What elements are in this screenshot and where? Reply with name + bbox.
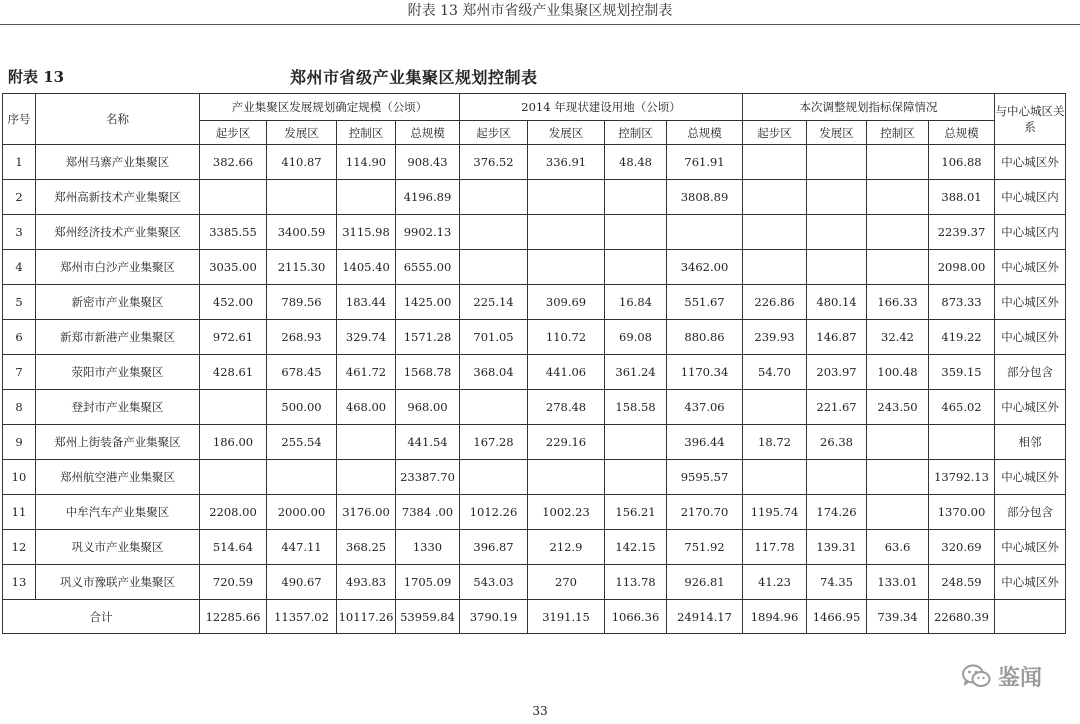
total-value-cell: 3790.19	[460, 600, 528, 634]
watermark-text: 鉴闻	[998, 665, 1043, 691]
relation-cell: 中心城区内	[995, 215, 1066, 250]
value-cell: 41.23	[743, 565, 807, 600]
value-cell: 1012.26	[460, 495, 528, 530]
running-header: 附表 13 郑州市省级产业集聚区规划控制表	[407, 3, 673, 19]
value-cell: 106.88	[929, 145, 995, 180]
value-cell: 183.44	[337, 285, 396, 320]
value-cell: 3385.55	[200, 215, 267, 250]
value-cell: 9595.57	[667, 460, 743, 495]
value-cell: 761.91	[667, 145, 743, 180]
value-cell: 26.38	[807, 425, 867, 460]
value-cell: 243.50	[867, 390, 929, 425]
value-cell	[460, 215, 528, 250]
value-cell: 133.01	[867, 565, 929, 600]
value-cell	[743, 250, 807, 285]
value-cell	[267, 460, 337, 495]
value-cell: 146.87	[807, 320, 867, 355]
row-number-cell: 3	[3, 215, 36, 250]
subheader-cell: 起步区	[743, 121, 807, 145]
value-cell: 3176.00	[337, 495, 396, 530]
table-row	[3, 355, 1066, 390]
zone-name-cell: 新郑市新港产业集聚区	[36, 320, 200, 355]
zone-name-cell: 新密市产业集聚区	[36, 285, 200, 320]
value-cell	[929, 425, 995, 460]
value-cell	[743, 180, 807, 215]
value-cell: 268.93	[267, 320, 337, 355]
zone-name-cell: 郑州市白沙产业集聚区	[36, 250, 200, 285]
value-cell: 100.48	[867, 355, 929, 390]
value-cell: 441.54	[396, 425, 460, 460]
header-name: 名称	[36, 94, 200, 145]
value-cell: 156.21	[605, 495, 667, 530]
value-cell: 74.35	[807, 565, 867, 600]
value-cell: 48.48	[605, 145, 667, 180]
value-cell	[807, 460, 867, 495]
total-relation-cell	[995, 600, 1066, 634]
value-cell: 226.86	[743, 285, 807, 320]
value-cell: 514.64	[200, 530, 267, 565]
value-cell	[460, 180, 528, 215]
subheader-cell: 起步区	[460, 121, 528, 145]
table-row	[3, 495, 1066, 530]
zone-name-cell: 郑州航空港产业集聚区	[36, 460, 200, 495]
value-cell	[743, 145, 807, 180]
header-group-2014-land: 2014 年现状建设用地（公顷）	[460, 94, 743, 121]
value-cell: 18.72	[743, 425, 807, 460]
value-cell	[460, 250, 528, 285]
total-value-cell: 53959.84	[396, 600, 460, 634]
row-number-cell: 7	[3, 355, 36, 390]
zone-name-cell: 巩义市产业集聚区	[36, 530, 200, 565]
value-cell	[807, 250, 867, 285]
value-cell	[667, 215, 743, 250]
value-cell	[528, 460, 605, 495]
value-cell: 419.22	[929, 320, 995, 355]
value-cell: 158.58	[605, 390, 667, 425]
value-cell: 1571.28	[396, 320, 460, 355]
total-value-cell: 12285.66	[200, 600, 267, 634]
value-cell: 1370.00	[929, 495, 995, 530]
value-cell: 388.01	[929, 180, 995, 215]
value-cell: 329.74	[337, 320, 396, 355]
value-cell: 720.59	[200, 565, 267, 600]
header-rule	[0, 24, 1080, 25]
value-cell: 873.33	[929, 285, 995, 320]
header-row-groups	[3, 94, 1066, 121]
value-cell	[867, 180, 929, 215]
value-cell: 396.44	[667, 425, 743, 460]
zone-name-cell: 郑州高新技术产业集聚区	[36, 180, 200, 215]
total-value-cell: 10117.26	[337, 600, 396, 634]
value-cell: 186.00	[200, 425, 267, 460]
total-value-cell: 24914.17	[667, 600, 743, 634]
value-cell: 789.56	[267, 285, 337, 320]
value-cell: 4196.89	[396, 180, 460, 215]
subheader-cell: 控制区	[337, 121, 396, 145]
value-cell: 225.14	[460, 285, 528, 320]
value-cell: 368.04	[460, 355, 528, 390]
value-cell	[200, 180, 267, 215]
relation-cell: 中心城区外	[995, 530, 1066, 565]
subheader-cell: 总规模	[396, 121, 460, 145]
subheader-cell: 发展区	[807, 121, 867, 145]
value-cell: 751.92	[667, 530, 743, 565]
value-cell: 2115.30	[267, 250, 337, 285]
header-group-planned-scale: 产业集聚区发展规划确定规模（公顷）	[200, 94, 460, 121]
value-cell	[807, 145, 867, 180]
row-number-cell: 6	[3, 320, 36, 355]
value-cell	[200, 460, 267, 495]
value-cell	[867, 460, 929, 495]
value-cell: 7384 .00	[396, 495, 460, 530]
subheader-cell: 总规模	[667, 121, 743, 145]
subheader-cell: 控制区	[605, 121, 667, 145]
value-cell: 500.00	[267, 390, 337, 425]
relation-cell: 部分包含	[995, 495, 1066, 530]
table-row	[3, 460, 1066, 495]
subheader-cell: 发展区	[528, 121, 605, 145]
value-cell: 382.66	[200, 145, 267, 180]
zone-name-cell: 中牟汽车产业集聚区	[36, 495, 200, 530]
value-cell: 32.42	[867, 320, 929, 355]
table-row	[3, 320, 1066, 355]
value-cell: 908.43	[396, 145, 460, 180]
relation-cell: 中心城区外	[995, 390, 1066, 425]
value-cell: 1170.34	[667, 355, 743, 390]
value-cell	[605, 425, 667, 460]
value-cell: 2208.00	[200, 495, 267, 530]
value-cell: 212.9	[528, 530, 605, 565]
value-cell: 278.48	[528, 390, 605, 425]
value-cell: 336.91	[528, 145, 605, 180]
value-cell: 468.00	[337, 390, 396, 425]
value-cell: 441.06	[528, 355, 605, 390]
value-cell	[867, 250, 929, 285]
value-cell: 23387.70	[396, 460, 460, 495]
total-label-cell: 合计	[3, 600, 200, 634]
table-row	[3, 285, 1066, 320]
value-cell: 3462.00	[667, 250, 743, 285]
subheader-cell: 总规模	[929, 121, 995, 145]
relation-cell: 部分包含	[995, 355, 1066, 390]
value-cell: 113.78	[605, 565, 667, 600]
total-row	[3, 600, 1066, 634]
value-cell: 480.14	[807, 285, 867, 320]
value-cell	[528, 180, 605, 215]
page-number: 33	[532, 704, 548, 718]
subheader-cell: 发展区	[267, 121, 337, 145]
table-row	[3, 565, 1066, 600]
relation-cell: 中心城区外	[995, 460, 1066, 495]
value-cell: 543.03	[460, 565, 528, 600]
value-cell: 1330	[396, 530, 460, 565]
value-cell: 437.06	[667, 390, 743, 425]
value-cell: 461.72	[337, 355, 396, 390]
value-cell: 1425.00	[396, 285, 460, 320]
relation-cell: 中心城区内	[995, 180, 1066, 215]
value-cell: 203.97	[807, 355, 867, 390]
value-cell	[605, 180, 667, 215]
relation-cell: 中心城区外	[995, 285, 1066, 320]
value-cell	[743, 460, 807, 495]
value-cell: 1002.23	[528, 495, 605, 530]
value-cell: 359.15	[929, 355, 995, 390]
value-cell	[337, 425, 396, 460]
header-group-adjustment: 本次调整规划指标保障情况	[743, 94, 995, 121]
relation-cell: 中心城区外	[995, 250, 1066, 285]
zone-name-cell: 巩义市豫联产业集聚区	[36, 565, 200, 600]
value-cell: 376.52	[460, 145, 528, 180]
value-cell: 16.84	[605, 285, 667, 320]
value-cell: 3035.00	[200, 250, 267, 285]
value-cell: 114.90	[337, 145, 396, 180]
value-cell: 880.86	[667, 320, 743, 355]
value-cell: 493.83	[337, 565, 396, 600]
value-cell	[200, 390, 267, 425]
value-cell: 1568.78	[396, 355, 460, 390]
relation-cell: 中心城区外	[995, 320, 1066, 355]
row-number-cell: 5	[3, 285, 36, 320]
value-cell	[528, 215, 605, 250]
total-value-cell: 22680.39	[929, 600, 995, 634]
value-cell: 142.15	[605, 530, 667, 565]
planning-control-table	[2, 93, 1066, 634]
row-number-cell: 13	[3, 565, 36, 600]
value-cell: 239.93	[743, 320, 807, 355]
value-cell	[807, 215, 867, 250]
subheader-cell: 控制区	[867, 121, 929, 145]
value-cell	[743, 390, 807, 425]
value-cell	[605, 460, 667, 495]
row-number-cell: 9	[3, 425, 36, 460]
value-cell: 3400.59	[267, 215, 337, 250]
row-number-cell: 10	[3, 460, 36, 495]
table-row	[3, 530, 1066, 565]
header-relation: 与中心城区关系	[995, 94, 1066, 145]
value-cell: 54.70	[743, 355, 807, 390]
value-cell: 167.28	[460, 425, 528, 460]
total-value-cell: 11357.02	[267, 600, 337, 634]
value-cell: 968.00	[396, 390, 460, 425]
watermark	[962, 660, 1042, 692]
value-cell: 320.69	[929, 530, 995, 565]
zone-name-cell: 郑州马寨产业集聚区	[36, 145, 200, 180]
row-number-cell: 11	[3, 495, 36, 530]
table-row	[3, 250, 1066, 285]
value-cell: 221.67	[807, 390, 867, 425]
value-cell: 270	[528, 565, 605, 600]
value-cell: 2000.00	[267, 495, 337, 530]
zone-name-cell: 登封市产业集聚区	[36, 390, 200, 425]
value-cell	[337, 460, 396, 495]
value-cell	[528, 250, 605, 285]
value-cell	[605, 215, 667, 250]
value-cell: 1705.09	[396, 565, 460, 600]
total-value-cell: 1894.96	[743, 600, 807, 634]
value-cell	[807, 180, 867, 215]
value-cell	[867, 495, 929, 530]
table-title: 郑州市省级产业集聚区规划控制表	[290, 68, 538, 87]
value-cell: 678.45	[267, 355, 337, 390]
value-cell	[460, 460, 528, 495]
value-cell: 3115.98	[337, 215, 396, 250]
value-cell: 396.87	[460, 530, 528, 565]
value-cell: 2239.37	[929, 215, 995, 250]
relation-cell: 中心城区外	[995, 145, 1066, 180]
value-cell	[867, 215, 929, 250]
value-cell: 3808.89	[667, 180, 743, 215]
value-cell: 701.05	[460, 320, 528, 355]
value-cell: 110.72	[528, 320, 605, 355]
table-row	[3, 145, 1066, 180]
value-cell: 410.87	[267, 145, 337, 180]
relation-cell: 中心城区外	[995, 565, 1066, 600]
value-cell: 1405.40	[337, 250, 396, 285]
value-cell	[743, 215, 807, 250]
value-cell: 361.24	[605, 355, 667, 390]
row-number-cell: 12	[3, 530, 36, 565]
row-number-cell: 4	[3, 250, 36, 285]
value-cell: 248.59	[929, 565, 995, 600]
value-cell: 2170.70	[667, 495, 743, 530]
table-row	[3, 425, 1066, 460]
value-cell	[267, 180, 337, 215]
value-cell: 139.31	[807, 530, 867, 565]
value-cell: 13792.13	[929, 460, 995, 495]
zone-name-cell: 郑州经济技术产业集聚区	[36, 215, 200, 250]
value-cell	[867, 145, 929, 180]
relation-cell: 相邻	[995, 425, 1066, 460]
zone-name-cell: 郑州上街装备产业集聚区	[36, 425, 200, 460]
value-cell: 255.54	[267, 425, 337, 460]
value-cell: 174.26	[807, 495, 867, 530]
value-cell: 166.33	[867, 285, 929, 320]
row-number-cell: 8	[3, 390, 36, 425]
value-cell: 117.78	[743, 530, 807, 565]
table-row	[3, 390, 1066, 425]
table-row	[3, 180, 1066, 215]
total-value-cell: 1066.36	[605, 600, 667, 634]
value-cell: 309.69	[528, 285, 605, 320]
value-cell: 63.6	[867, 530, 929, 565]
header-seq: 序号	[3, 94, 36, 145]
value-cell: 926.81	[667, 565, 743, 600]
value-cell	[867, 425, 929, 460]
value-cell: 69.08	[605, 320, 667, 355]
value-cell: 368.25	[337, 530, 396, 565]
value-cell: 6555.00	[396, 250, 460, 285]
value-cell	[460, 390, 528, 425]
value-cell: 551.67	[667, 285, 743, 320]
value-cell: 428.61	[200, 355, 267, 390]
value-cell: 229.16	[528, 425, 605, 460]
total-value-cell: 1466.95	[807, 600, 867, 634]
value-cell: 9902.13	[396, 215, 460, 250]
value-cell: 490.67	[267, 565, 337, 600]
value-cell: 2098.00	[929, 250, 995, 285]
value-cell	[337, 180, 396, 215]
row-number-cell: 2	[3, 180, 36, 215]
row-number-cell: 1	[3, 145, 36, 180]
value-cell: 465.02	[929, 390, 995, 425]
value-cell: 972.61	[200, 320, 267, 355]
value-cell	[605, 250, 667, 285]
total-value-cell: 739.34	[867, 600, 929, 634]
zone-name-cell: 荥阳市产业集聚区	[36, 355, 200, 390]
appendix-label: 附表 13	[8, 68, 65, 86]
total-value-cell: 3191.15	[528, 600, 605, 634]
table-body	[3, 145, 1066, 634]
value-cell: 447.11	[267, 530, 337, 565]
wechat-icon	[962, 663, 992, 689]
value-cell: 452.00	[200, 285, 267, 320]
value-cell: 1195.74	[743, 495, 807, 530]
subheader-cell: 起步区	[200, 121, 267, 145]
table-row	[3, 215, 1066, 250]
